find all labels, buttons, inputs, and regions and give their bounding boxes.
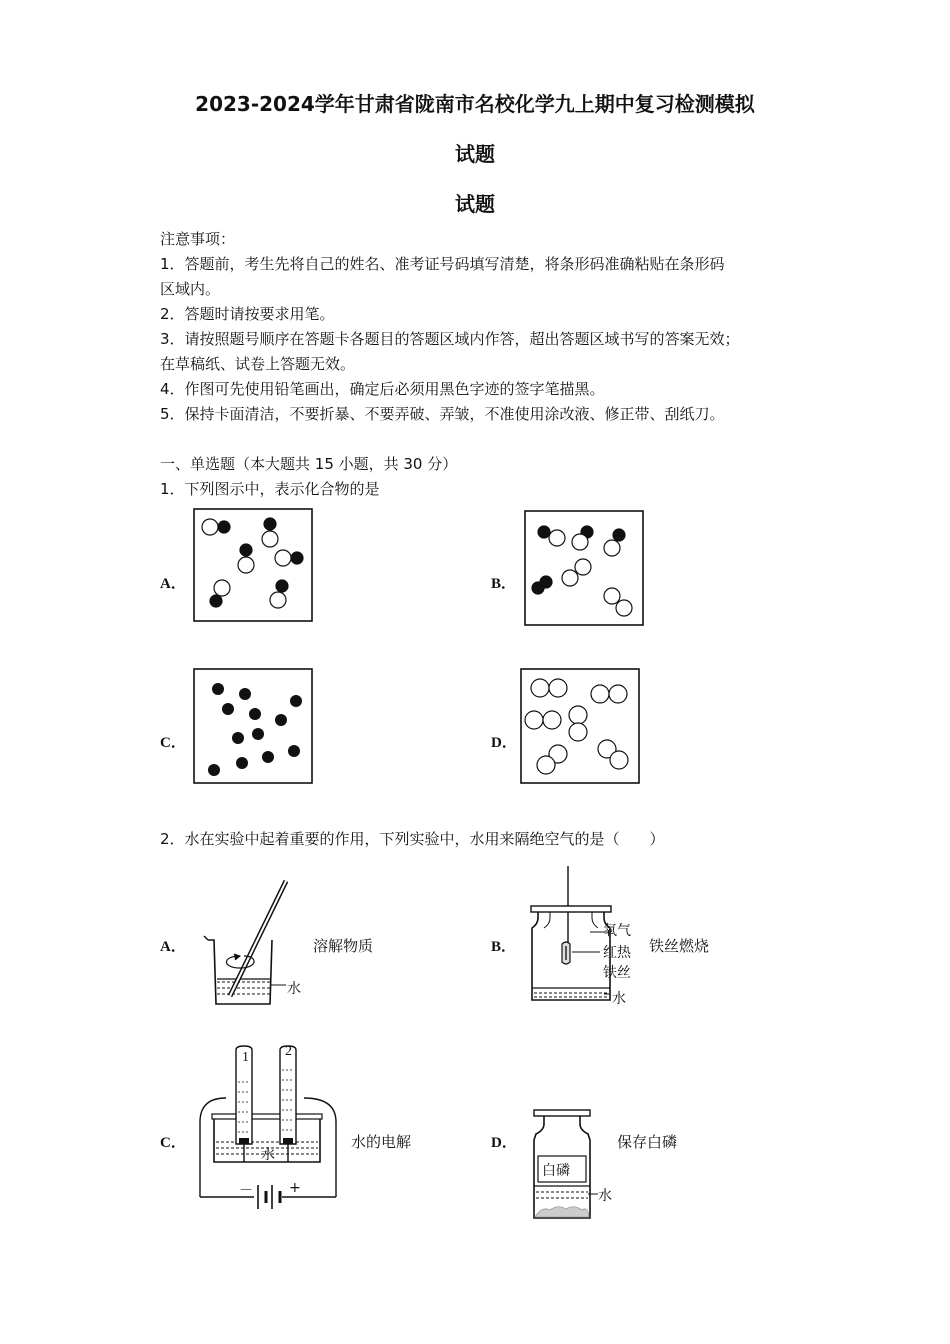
q2-option-b-label: B． — [491, 939, 517, 955]
q2-option-d-label: D． — [491, 1135, 517, 1151]
notice-item: 3．请按照题号顺序在答题卡各题目的答题区域内作答，超出答题区域书写的答案无效； — [160, 330, 740, 348]
question-2-stem: 2．水在实验中起着重要的作用，下列实验中，水用来隔绝空气的是（ ） — [160, 830, 665, 848]
page-subtitle: 试题 — [455, 192, 495, 216]
notice-item: 区域内。 — [160, 280, 221, 298]
q2-b-red-hot-label: 红热 — [603, 945, 631, 961]
q2-b-oxygen-label: 氧气 — [603, 923, 631, 939]
section-heading: 一、单选题（本大题共 15 小题，共 30 分） — [160, 455, 458, 473]
q2-option-c-electrolysis-diagram — [196, 1042, 341, 1220]
q1-option-b-label: B． — [491, 576, 517, 592]
q2-option-a-label: A． — [160, 939, 186, 955]
q2-c-tube1-label: 1 — [242, 1050, 249, 1065]
q1-option-d-label: D． — [491, 735, 517, 751]
q2-b-water-label: 水 — [612, 991, 626, 1007]
q1-option-c-diagram — [193, 668, 313, 784]
q2-option-d-caption: 保存白磷 — [617, 1133, 678, 1151]
q2-option-c-caption: 水的电解 — [351, 1133, 412, 1151]
q2-c-tube2-label: 2 — [285, 1044, 292, 1059]
q1-option-c-label: C． — [160, 735, 186, 751]
q2-d-white-phosphorus-label: 白磷 — [542, 1163, 570, 1179]
q1-option-d-diagram — [520, 668, 640, 784]
notice-item: 1．答题前，考生先将自己的姓名、准考证号码填写清楚，将条形码准确粘贴在条形码 — [160, 255, 725, 273]
q2-option-b-caption: 铁丝燃烧 — [649, 937, 710, 955]
q2-c-water-label: 水 — [261, 1147, 275, 1163]
question-1-stem: 1．下列图示中，表示化合物的是 — [160, 480, 380, 498]
q2-option-a-caption: 溶解物质 — [313, 937, 374, 955]
q1-option-a-diagram — [193, 508, 313, 622]
q2-d-water-label: 水 — [598, 1188, 612, 1204]
page-title-line2: 试题 — [455, 142, 495, 166]
q1-option-a-label: A． — [160, 576, 186, 592]
q2-b-iron-wire-label: 铁丝 — [603, 965, 631, 981]
notice-item: 在草稿纸、试卷上答题无效。 — [160, 355, 356, 373]
q2-c-minus-label: － — [239, 1183, 253, 1199]
page-title: 2023-2024学年甘肃省陇南市名校化学九上期中复习检测模拟 — [195, 92, 755, 116]
q1-option-b-diagram — [524, 510, 644, 626]
notice-item: 4．作图可先使用铅笔画出，确定后必须用黑色字迹的签字笔描黑。 — [160, 380, 605, 398]
q2-option-c-label: C． — [160, 1135, 186, 1151]
notice-item: 5．保持卡面清洁，不要折暴、不要弄破、弄皱，不准使用涂改液、修正带、刮纸刀。 — [160, 405, 725, 423]
q2-a-water-label: 水 — [287, 981, 301, 997]
q2-c-plus-label: + — [289, 1180, 301, 1196]
notice-item: 2．答题时请按要求用笔。 — [160, 305, 335, 323]
notice-heading: 注意事项： — [160, 230, 236, 248]
